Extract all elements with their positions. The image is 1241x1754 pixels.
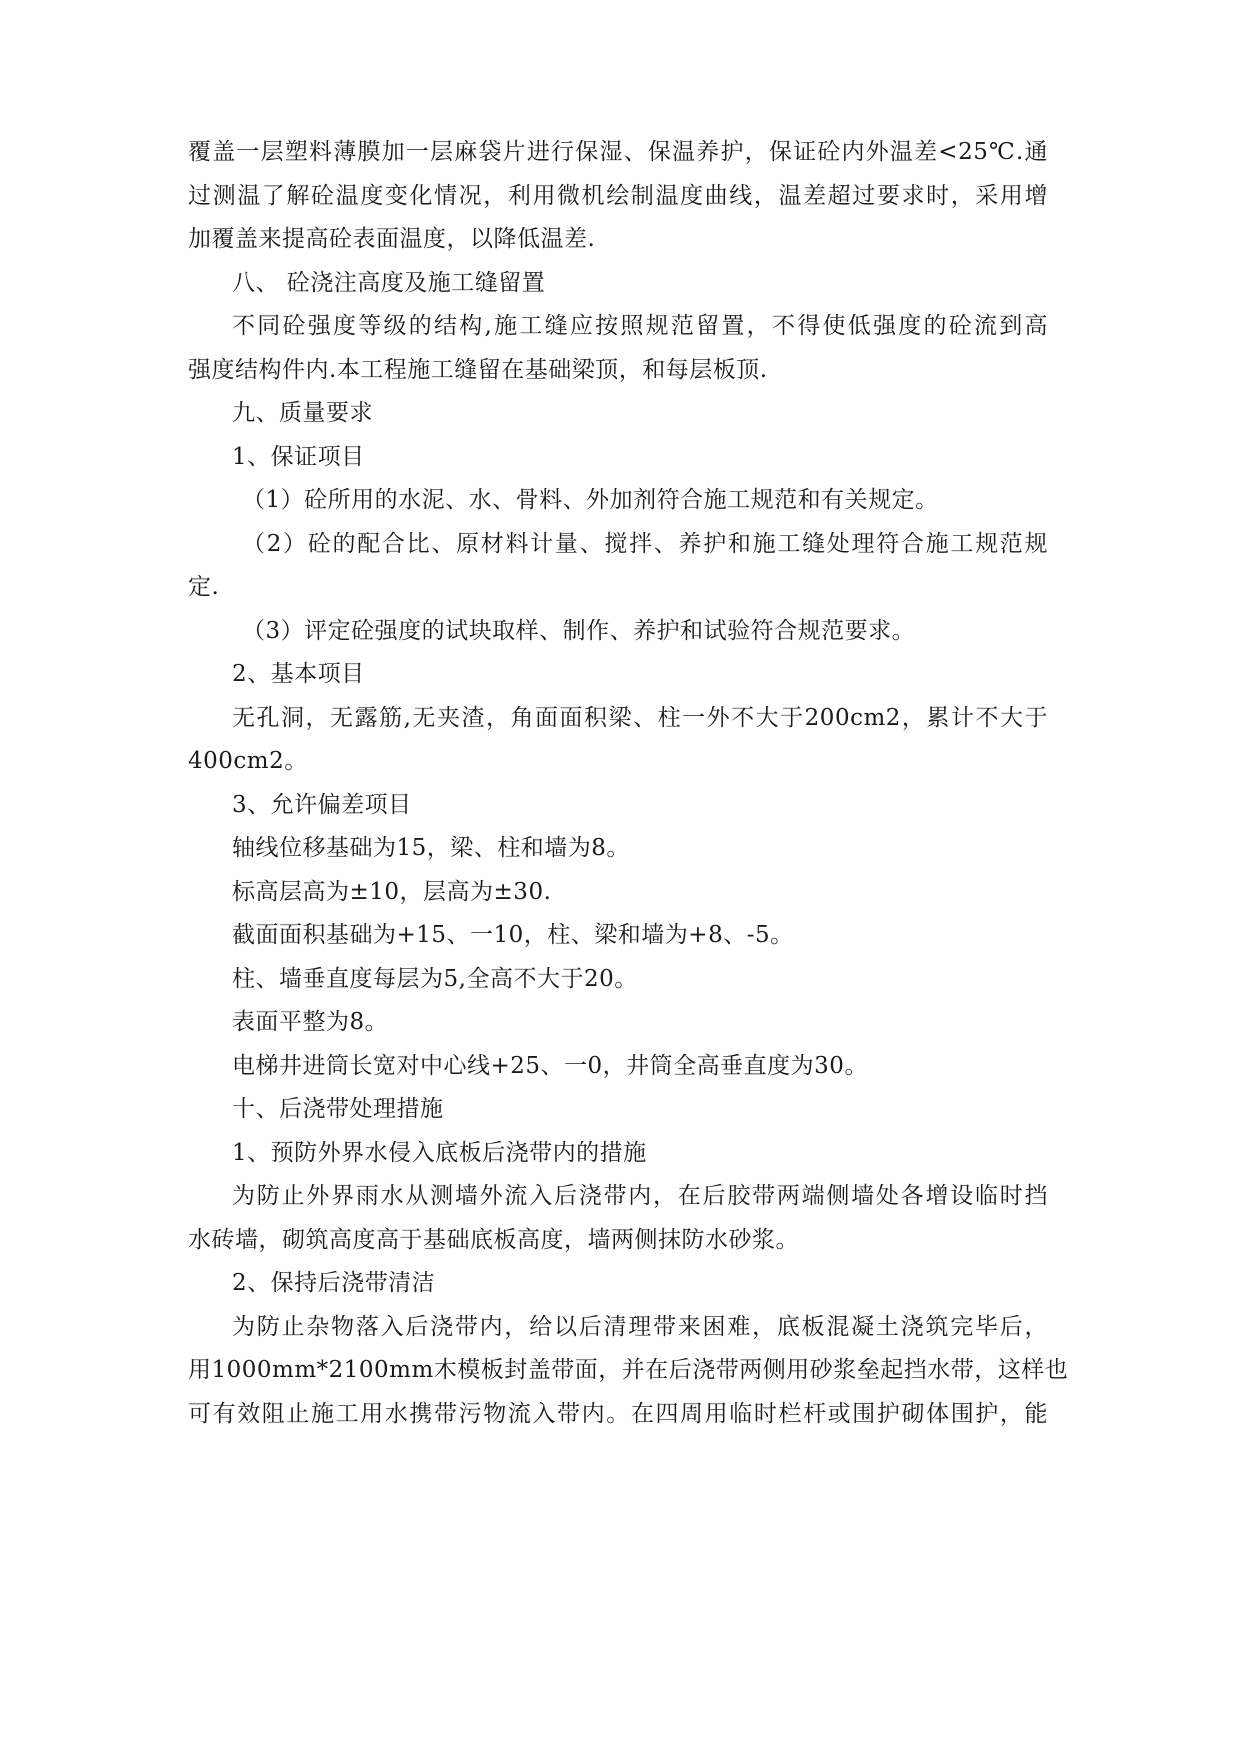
list-item: （1）砼所用的水泥、水、骨料、外加剂符合施工规范和有关规定。	[242, 487, 939, 513]
text-line: 加覆盖来提高砼表面温度，以降低温差.	[188, 226, 596, 252]
text-line: 轴线位移基础为15，梁、柱和墙为8。	[232, 835, 630, 861]
subsection-heading: 3、允许偏差项目	[232, 792, 412, 818]
subsection-heading: 2、基本项目	[232, 661, 365, 687]
text-line: 水砖墙，砌筑高度高于基础底板高度，墙两侧抹防水砂浆。	[188, 1227, 799, 1253]
text-line: 过测温了解砼温度变化情况，利用微机绘制温度曲线，温差超过要求时，采用增	[188, 183, 1048, 209]
text-line: 覆盖一层塑料薄膜加一层麻袋片进行保湿、保温养护，保证砼内外温差<25℃.通	[188, 139, 1048, 165]
section-heading: 九、质量要求	[232, 400, 373, 426]
subsection-heading: 1、预防外界水侵入底板后浇带内的措施	[232, 1140, 647, 1166]
list-item: （3）评定砼强度的试块取样、制作、养护和试验符合规范要求。	[242, 618, 916, 644]
subsection-heading: 1、保证项目	[232, 444, 365, 470]
text-line: 电梯井进筒长宽对中心线+25、一0，井筒全高垂直度为30。	[232, 1053, 868, 1079]
text-line: 柱、墙垂直度每层为5,全高不大于20。	[232, 966, 638, 992]
text-line: 标高层高为±10，层高为±30.	[232, 879, 552, 905]
subsection-heading: 2、保持后浇带清洁	[232, 1270, 436, 1296]
text-line: 表面平整为8。	[232, 1009, 389, 1035]
section-heading: 十、后浇带处理措施	[232, 1096, 444, 1122]
text-line: 强度结构件内.本工程施工缝留在基础梁顶，和每层板顶.	[188, 357, 768, 383]
text-line: 为防止杂物落入后浇带内，给以后清理带来困难，底板混凝土浇筑完毕后，	[232, 1314, 1048, 1340]
text-line: 定.	[188, 574, 220, 600]
text-line: 无孔洞，无露筋,无夹渣，角面面积梁、柱一外不大于200cm2，累计不大于	[232, 705, 1048, 731]
text-line: 400cm2。	[188, 748, 308, 774]
text-line: 截面面积基础为+15、一10，柱、梁和墙为+8、-5。	[232, 922, 794, 948]
text-line: 可有效阻止施工用水携带污物流入带内。在四周用临时栏杆或围护砌体围护，能	[188, 1401, 1048, 1427]
text-line: 用1000mm*2100mm木模板封盖带面，并在后浇带两侧用砂浆垒起挡水带，这样也	[188, 1357, 1069, 1383]
list-item: （2）砼的配合比、原材料计量、搅拌、养护和施工缝处理符合施工规范规	[242, 531, 1048, 557]
section-heading: 八、 砼浇注高度及施工缝留置	[232, 270, 546, 296]
text-line: 为防止外界雨水从测墙外流入后浇带内，在后胶带两端侧墙处各增设临时挡	[232, 1183, 1048, 1209]
text-line: 不同砼强度等级的结构,施工缝应按照规范留置，不得使低强度的砼流到高	[232, 313, 1048, 339]
